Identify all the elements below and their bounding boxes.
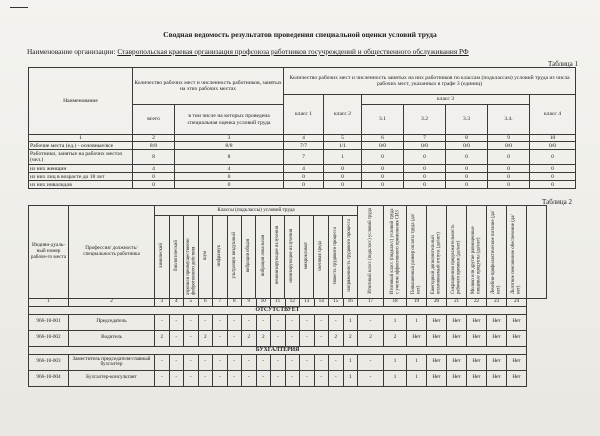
t2-header-factor: [184, 216, 198, 298]
t2-header-right-text: Итоговый класс (подкласс) условий труда: [367, 207, 373, 294]
t2-workplace-number: 966-18-001: [29, 314, 69, 330]
t2-header-factor-text: ионизирующие излучения: [289, 228, 295, 283]
t2-header-right-text: Итоговый класс (подкласс) условий труда с учетом эффективного применения СИЗ: [389, 207, 401, 294]
t1-cell: 0/0: [404, 142, 446, 150]
t2-cell: -: [271, 314, 286, 330]
t1-cell: 4: [284, 165, 324, 173]
t2-col-number: 17: [358, 298, 384, 306]
t2-profession: Председатель: [69, 314, 155, 330]
table-row: [29, 181, 576, 189]
t2-col-number: 20: [427, 298, 447, 306]
t2-cell: Нет: [467, 370, 487, 386]
t2-cell: 1: [343, 354, 358, 370]
t2-col-number: 6: [198, 298, 213, 306]
organization-name: Ставропольская краевая организация профсоюза работников госучреждений и общественного обслуживания РФ: [117, 47, 469, 56]
t1-col-number: 6: [362, 135, 404, 142]
t2-header-factor: [328, 216, 342, 298]
t2-cell: -: [184, 314, 199, 330]
t2-cell: -: [358, 370, 384, 386]
table-row: [29, 370, 576, 386]
t1-cell: 0: [488, 181, 530, 189]
t1-row-label: Работники, занятые на рабочих местах (чел.): [29, 150, 133, 165]
t2-cell: Нет: [507, 314, 527, 330]
t1-cell: 1/1: [324, 142, 362, 150]
t1-cell: 0: [324, 173, 362, 181]
t2-header-factor-text: неионизирующие излучения: [274, 226, 280, 285]
t1-header-3-3: 3.3: [446, 105, 488, 135]
t2-cell: -: [300, 354, 315, 370]
t2-header-right-text: Лечебно-профилактическое питание (да/нет): [491, 210, 502, 294]
t1-cell: 0: [488, 165, 530, 173]
document-title: Сводная ведомость результатов проведения специальной оценки условий труда: [163, 30, 437, 39]
t2-cell: -: [329, 314, 344, 330]
t1-header-3-1: 3.1: [362, 105, 404, 135]
t2-cell: 2: [384, 330, 407, 346]
t2-cell: Нет: [467, 314, 487, 330]
t2-col-number: 11: [271, 298, 286, 306]
t1-header-class1: класс 1: [284, 95, 324, 135]
t2-cell: Нет: [507, 330, 527, 346]
t2-cell: -: [155, 354, 170, 370]
t2-header-right: [384, 206, 407, 299]
table-row: [29, 354, 576, 370]
t2-col-number: 7: [213, 298, 228, 306]
t2-cell: -: [184, 330, 199, 346]
t1-cell: 0: [446, 173, 488, 181]
t2-col-number: 19: [407, 298, 427, 306]
t1-cell: 0: [362, 165, 404, 173]
t2-header-number: Индиви-дуаль-ный номер рабоче-го места: [29, 206, 69, 299]
t2-header-right: [507, 206, 527, 299]
t1-cell: 0: [404, 150, 446, 165]
t1-row-label: Рабочие места (ед.) - основные/все: [29, 142, 133, 150]
t1-cell: 0: [284, 181, 324, 189]
t1-col-number: 4: [284, 135, 324, 142]
t2-cell: Нет: [427, 370, 447, 386]
t2-cell: -: [184, 354, 199, 370]
t2-header-factor-text: напряженность трудового процесса: [347, 219, 353, 292]
t2-header-factor: [314, 216, 328, 298]
t2-header-factor: [169, 216, 183, 298]
t2-cell: -: [300, 314, 315, 330]
t2-cell: 2: [242, 330, 257, 346]
t2-col-number: 2: [69, 298, 155, 306]
t2-cell: Нет: [447, 314, 467, 330]
t2-cell: 2: [343, 330, 358, 346]
t2-profession: Водитель: [69, 330, 155, 346]
t1-col-number: 1: [29, 135, 133, 142]
t2-cell: -: [169, 314, 184, 330]
t1-cell: 0/0: [488, 142, 530, 150]
margin-mark: [10, 7, 28, 8]
t1-col-number: 3: [175, 135, 284, 142]
t1-cell: 0: [530, 181, 576, 189]
t1-cell: 1: [324, 150, 362, 165]
t2-workplace-number: 966-18-004: [29, 370, 69, 386]
t2-col-number: 14: [314, 298, 329, 306]
t2-col-number: 12: [285, 298, 300, 306]
t1-cell: 7: [284, 150, 324, 165]
t2-cell: Нет: [427, 354, 447, 370]
t1-cell: 0: [530, 150, 576, 165]
organization-label: Наименование организации:: [27, 47, 116, 56]
t2-col-number: 5: [184, 298, 199, 306]
t2-cell: Нет: [427, 330, 447, 346]
t2-header-factor: [213, 216, 227, 298]
t2-cell: -: [358, 314, 384, 330]
t1-cell: 0: [488, 173, 530, 181]
t2-cell: -: [256, 354, 271, 370]
t2-profession: Заместитель председателя-главный бухгалтер: [69, 354, 155, 370]
t1-cell: 0: [284, 173, 324, 181]
t2-cell: -: [285, 370, 300, 386]
t1-header-class3: класс 3: [362, 95, 530, 105]
t1-header-workplaces: Количество рабочих мест и численность работников, занятых на этих рабочих местах: [133, 68, 284, 105]
t2-header-right-text: Сокращенная продолжительность рабочего времени (да/нет): [451, 223, 462, 294]
t2-col-number: 1: [29, 298, 69, 306]
t2-cell: Нет: [487, 314, 507, 330]
t2-cell: 1: [384, 314, 407, 330]
t2-col-number: 3: [155, 298, 170, 306]
t2-cell: -: [198, 354, 213, 370]
t2-header-factor: [342, 216, 357, 298]
t1-cell: 8/8: [175, 142, 284, 150]
t1-cell: 0: [362, 173, 404, 181]
t1-row-label: из них женщин: [29, 165, 133, 173]
t1-cell: 0: [404, 173, 446, 181]
t2-cell: -: [285, 330, 300, 346]
t2-cell: Нет: [507, 370, 527, 386]
section-row: [29, 306, 576, 314]
t1-cell: 0/0: [362, 142, 404, 150]
t1-cell: 0: [530, 173, 576, 181]
t2-cell: Нет: [487, 354, 507, 370]
t2-header-factor-text: химический: [159, 243, 165, 268]
t2-cell: 2: [155, 330, 170, 346]
t2-col-number: 9: [242, 298, 257, 306]
t1-cell: 0: [446, 165, 488, 173]
t2-cell: -: [271, 370, 286, 386]
t1-cell: 0: [362, 150, 404, 165]
t2-cell: Нет: [447, 330, 467, 346]
t2-cell: -: [300, 330, 315, 346]
t2-header-factor-text: тяжесть трудового процесса: [332, 226, 338, 285]
t1-cell: 0: [324, 181, 362, 189]
t1-cell: 0: [324, 165, 362, 173]
t2-cell: -: [300, 370, 315, 386]
t2-section-title: ОТСУТСТВУЕТ: [29, 306, 527, 314]
t2-cell: Нет: [467, 330, 487, 346]
t2-col-number: 22: [467, 298, 487, 306]
t1-header-class4: класс 4: [530, 95, 576, 135]
t2-section-title: БУХГАЛТЕРИЯ: [29, 346, 527, 354]
t2-cell: -: [285, 314, 300, 330]
t2-cell: Нет: [447, 354, 467, 370]
t2-header-factor-text: световая среда: [318, 240, 324, 271]
t2-cell: 1: [384, 354, 407, 370]
table1-caption: Таблица 1: [548, 60, 578, 68]
t2-cell: 1: [407, 314, 427, 330]
t2-workplace-number: 966-18-002: [29, 330, 69, 346]
t1-cell: 4: [133, 165, 175, 173]
t2-header-right: [487, 206, 507, 299]
t2-workplace-number: 966-18-003: [29, 354, 69, 370]
organization-line: [27, 47, 469, 56]
t2-header-right: [407, 206, 427, 299]
t2-header-factor: [155, 216, 169, 298]
t2-cell: 2: [256, 330, 271, 346]
t2-header-factor: [270, 216, 284, 298]
t2-cell: Нет: [467, 354, 487, 370]
t1-cell: 0: [133, 181, 175, 189]
t2-cell: -: [198, 314, 213, 330]
t2-header-factor: [198, 216, 212, 298]
table-row: [29, 142, 576, 150]
t2-col-number: 21: [447, 298, 467, 306]
t2-header-factor: [299, 216, 313, 298]
t2-header-factor-text: аэрозоли преимущественно фиброгенного действия: [185, 238, 197, 295]
t2-header-filler: [527, 206, 547, 299]
t2-cell: -: [169, 330, 184, 346]
t1-header-total: всего: [133, 105, 175, 135]
t1-number-row: [29, 135, 576, 142]
t2-header-right-text: Ежегодный дополнительный оплачиваемый отпуск (да/нет): [431, 231, 442, 294]
t2-cell: -: [256, 370, 271, 386]
t2-cell: -: [169, 354, 184, 370]
t1-cell: 0: [404, 165, 446, 173]
t2-cell: -: [314, 314, 329, 330]
t2-header-right: [467, 206, 487, 299]
t2-profession: Бухгалтер-консультант: [69, 370, 155, 386]
t2-cell: -: [213, 330, 228, 346]
t2-col-number: 24: [507, 298, 527, 306]
t1-col-number: 5: [324, 135, 362, 142]
t2-cell: -: [271, 354, 286, 370]
t1-cell: 0: [446, 150, 488, 165]
t2-header-profession: Профессия/ должность/ специальность работника: [69, 206, 155, 299]
t2-cell: -: [358, 354, 384, 370]
t2-cell: 2: [329, 330, 344, 346]
t1-header-3-4: 3.4.: [488, 105, 530, 135]
t1-header-3-2: 3.2: [404, 105, 446, 135]
t2-cell: -: [242, 314, 257, 330]
t2-header-factor-text: микроклимат: [303, 241, 309, 270]
t2-col-number: 4: [169, 298, 184, 306]
t1-cell: 0: [175, 173, 284, 181]
table-row: [29, 330, 576, 346]
t2-header-row: [29, 206, 576, 299]
t2-cell: Нет: [487, 330, 507, 346]
t2-cell: -: [227, 354, 242, 370]
table-row: [29, 165, 576, 173]
t2-cell: -: [227, 370, 242, 386]
t2-cell: -: [155, 314, 170, 330]
t2-cell: -: [213, 354, 228, 370]
t2-header-right-text: Молоко или другие равноценные пищевые продукты (да/нет): [471, 225, 482, 294]
t2-col-number: 13: [300, 298, 315, 306]
t1-col-number: 9: [488, 135, 530, 142]
t2-header-factor: [256, 216, 270, 298]
t2-col-number: 15: [329, 298, 344, 306]
t2-header-factor: [285, 216, 299, 298]
t2-number-row: [29, 298, 576, 306]
table-row: [29, 173, 576, 181]
t1-cell: 0/0: [530, 142, 576, 150]
t2-cell: -: [271, 330, 286, 346]
t2-cell: -: [314, 354, 329, 370]
table2-caption: Таблица 2: [542, 198, 572, 206]
t2-cell: -: [314, 330, 329, 346]
t2-cell: Нет: [447, 370, 467, 386]
t2-header-factor: [227, 216, 241, 298]
t2-cell: -: [227, 330, 242, 346]
t1-header-class2: класс 2: [324, 95, 362, 135]
t2-cell: Нет: [487, 370, 507, 386]
t2-col-number: 8: [227, 298, 242, 306]
t2-cell: 1: [407, 370, 427, 386]
section-row: [29, 346, 576, 354]
t2-cell: 2: [358, 330, 384, 346]
t1-cell: 8/8: [133, 142, 175, 150]
t2-header-classes-group: [155, 206, 358, 299]
t2-header-factor-text: вибрация общая: [246, 238, 252, 273]
t2-cell: -: [329, 354, 344, 370]
t2-header-right-text: Льготное пенсионное обеспечение (да/нет): [511, 213, 522, 294]
t2-header-factor: [242, 216, 256, 298]
t2-header-classes: Классы (подклассы) условий труда: [155, 206, 357, 216]
t2-cell: Нет: [427, 314, 447, 330]
t2-header-factor-text: инфразвук: [217, 244, 223, 267]
t1-cell: 8: [133, 150, 175, 165]
t2-header-factor-text: шум: [202, 250, 208, 261]
t2-col-number: 10: [256, 298, 271, 306]
t1-cell: 0: [404, 181, 446, 189]
t1-cell: 4: [175, 165, 284, 173]
t1-row-label: из них инвалидов: [29, 181, 133, 189]
t2-header-factor-text: ультразвук воздушный: [231, 232, 237, 279]
t2-cell: Нет: [507, 354, 527, 370]
t1-col-number: 7: [404, 135, 446, 142]
t1-col-number: 10: [530, 135, 576, 142]
t1-cell: 0/0: [446, 142, 488, 150]
t2-cell: -: [242, 354, 257, 370]
t2-cell: -: [256, 314, 271, 330]
t1-row-label: из них лиц в возрасте до 18 лет: [29, 173, 133, 181]
t2-header-right-text: Повышенный размер оплаты труда (да/нет): [411, 213, 422, 294]
table-row: [29, 150, 576, 165]
t2-cell: -: [242, 370, 257, 386]
t2-cell: 1: [343, 314, 358, 330]
t2-cell: -: [285, 354, 300, 370]
t2-cell: -: [329, 370, 344, 386]
t2-cell: -: [314, 370, 329, 386]
table-row: [29, 314, 576, 330]
t1-cell: 0: [175, 181, 284, 189]
table1: [28, 67, 576, 189]
t1-header-classes: Количество рабочих мест и численность занятых на них работников по классам (подклассам) условий труда из числа рабочих мест, указанных в графе 3 (единиц): [284, 68, 576, 95]
t1-cell: 8: [175, 150, 284, 165]
t1-col-number: 2: [133, 135, 175, 142]
t2-header-factor-text: биологический: [174, 240, 179, 271]
t2-header-right: [427, 206, 447, 299]
t2-cell: -: [213, 314, 228, 330]
t2-cell: 1: [384, 370, 407, 386]
t2-cell: -: [227, 314, 242, 330]
t1-cell: 0: [446, 181, 488, 189]
t1-cell: 0: [133, 173, 175, 181]
t2-cell: Нет: [407, 330, 427, 346]
t2-header-right: [447, 206, 467, 299]
t2-cell: -: [169, 370, 184, 386]
t2-cell: -: [213, 370, 228, 386]
t2-cell: 1: [407, 354, 427, 370]
t1-header-assessed: в том числе на которых проведена специальная оценка условий труда: [175, 105, 284, 135]
t2-col-number: 23: [487, 298, 507, 306]
t2-header-right: [358, 206, 384, 299]
t2-col-number: 18: [384, 298, 407, 306]
t1-header-name: Наименование: [29, 68, 133, 135]
t1-col-number: 8: [446, 135, 488, 142]
t1-cell: 0: [488, 150, 530, 165]
t2-cell: -: [184, 370, 199, 386]
t2-cell: 1: [343, 370, 358, 386]
t2-cell: 2: [198, 330, 213, 346]
t2-header-factor-text: вибрация локальная: [260, 234, 266, 277]
t1-cell: 7/7: [284, 142, 324, 150]
t2-cell: -: [155, 370, 170, 386]
t2-col-number: 16: [343, 298, 358, 306]
t2-cell: -: [198, 370, 213, 386]
t1-cell: 0: [362, 181, 404, 189]
t1-cell: 0: [530, 165, 576, 173]
table2: [28, 205, 576, 387]
